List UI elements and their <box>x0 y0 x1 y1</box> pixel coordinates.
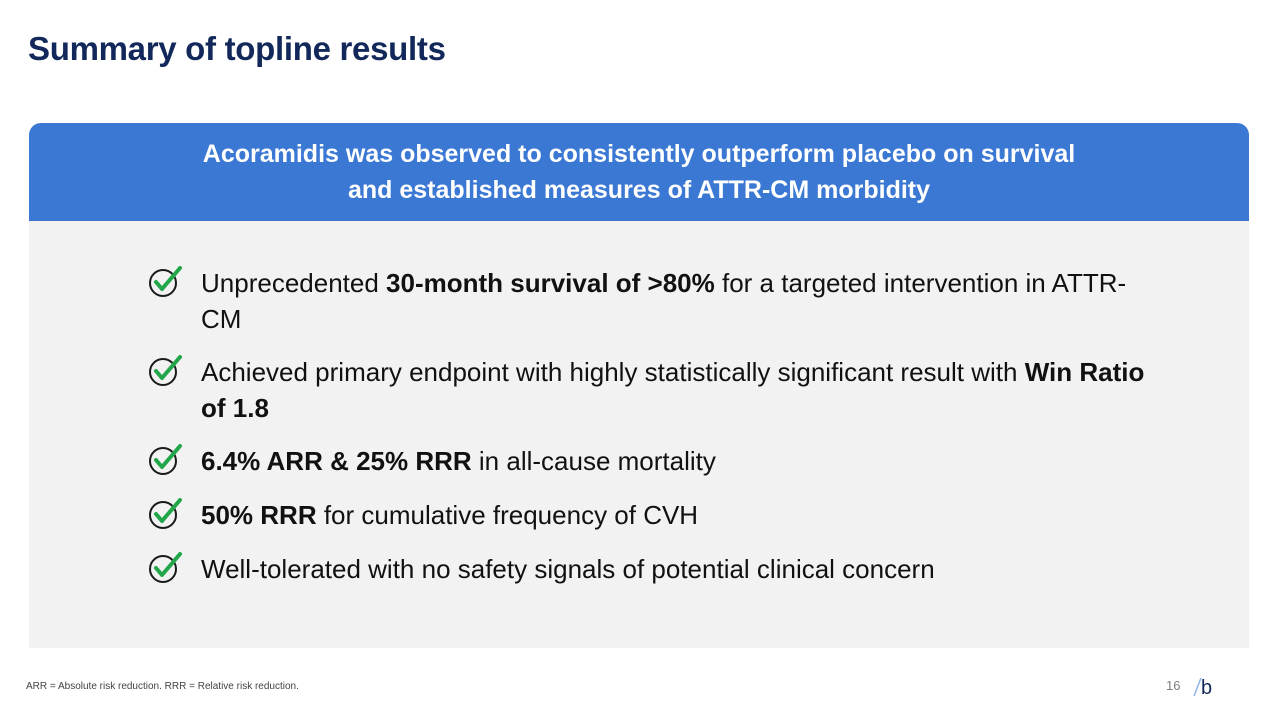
result-text: Achieved primary endpoint with highly statistically significant result with Win Ratio of 1.8 <box>201 357 1145 423</box>
check-circle-icon <box>147 352 183 388</box>
slide-title: Summary of topline results <box>28 30 446 67</box>
results-list <box>147 265 1157 604</box>
result-text: 50% RRR for cumulative frequency of CVH <box>201 500 699 530</box>
logo-letter: b <box>1201 677 1213 698</box>
banner-line-1: Acoramidis was observed to consistently outperform placebo on survival <box>202 140 1076 168</box>
summary-banner <box>29 123 1249 221</box>
brand-b-icon <box>1192 674 1216 698</box>
result-text: 6.4% ARR & 25% RRR in all-cause mortality <box>201 446 716 476</box>
check-circle-icon <box>147 441 183 477</box>
footnote: ARR = Absolute risk reduction. RRR = Relative risk reduction. <box>26 681 299 692</box>
result-item <box>147 443 1157 479</box>
check-circle-icon <box>147 263 183 299</box>
result-item <box>147 265 1157 337</box>
check-circle-icon <box>147 495 183 531</box>
check-circle-icon <box>147 549 183 585</box>
result-item <box>147 551 1157 587</box>
summary-panel <box>29 123 1249 648</box>
banner-line-2: and established measures of ATTR-CM morbidity <box>347 176 931 204</box>
page-number: 16 <box>1166 678 1181 693</box>
result-item <box>147 497 1157 533</box>
result-item <box>147 354 1157 426</box>
result-text: Unprecedented 30-month survival of >80% for a targeted intervention in ATTR-CM <box>201 268 1127 334</box>
result-text: Well-tolerated with no safety signals of potential clinical concern <box>201 554 935 584</box>
